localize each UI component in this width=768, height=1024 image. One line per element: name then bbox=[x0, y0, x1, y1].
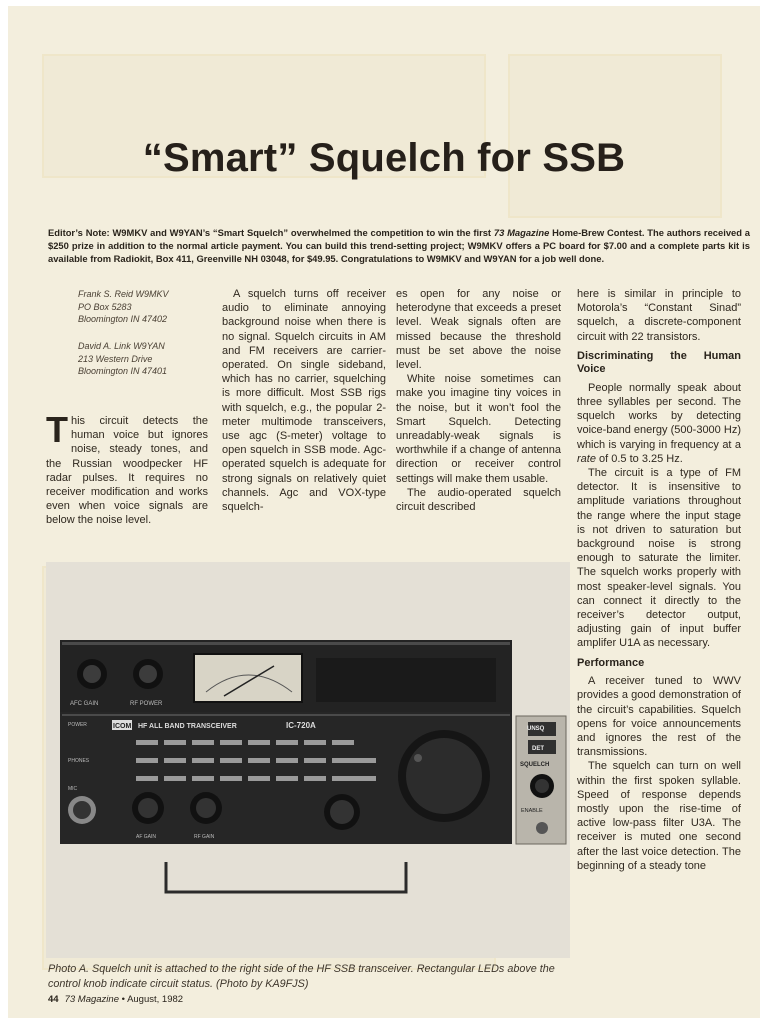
editors-note bbox=[48, 226, 750, 265]
footer-magazine: 73 Magazine bbox=[64, 994, 119, 1005]
author-address-1: Frank S. Reid W9MKV PO Box 5283 Bloomington IN 47402 bbox=[78, 289, 169, 324]
enable-label: ENABLE bbox=[521, 808, 543, 814]
det-label: DET bbox=[532, 746, 544, 752]
article-title: “Smart” Squelch for SSB bbox=[142, 136, 626, 180]
column-1-intro: This circuit detects the human voice but ignores noise, steady tones, and the Russian woodpecker HF radar pulses. It requires no receiver modification and works even when voice signals are below the noise level. bbox=[46, 409, 208, 527]
rig-brand: ICOM bbox=[113, 723, 132, 730]
footer-date: • August, 1982 bbox=[118, 994, 184, 1005]
phones-label: PHONES bbox=[68, 758, 90, 764]
drop-cap: T bbox=[46, 409, 68, 450]
rig-name: HF ALL BAND TRANSCEIVER bbox=[138, 723, 237, 730]
editors-note-text-2: Home-Brew Contest. The authors received a $250 prize in addition to the normal article payment. You can build this trend-setting project; W9MKV offers a PC board for $7.00 and a complete parts kit is available from Radiokit, Box 411, Greenville NH 03048, for $49.95. Congratulations to W9MKV and W9YAN for a job well done. bbox=[48, 227, 751, 264]
column-4: here is similar in principle to Motorola’s “Constant Sinad” squelch, a discrete-component circuit with 22 transistors. Discriminating the Human Voice People normally speak about three syllables per second. The squelch works by detecting voice-band energy (500-3000 Hz) which is varying in frequency at a rate of 0.5 to 3.25 Hz. The circuit is a type of FM detector. It is insensitive to amplitude variations throughout the range where the input stage is not driven to saturation but background noise is strong enough to saturate the limiter. The squelch works properly with most speaker-level signals. You can connect it directly to the receiver’s detector output, adjusting gain of input buffer amplifer U1A as necessary. Performance A receiver tuned to WWV provides a good demonstration of the circuit’s capabilities. Squelch opens for voice announcements and ignores the rest of the transmissions. The squelch can turn on well within the first spoken syllable. Speed of response depends mostly upon the rise-time of active low-pass filter U3A. The receiver is muted one second after the last voice detection. The beginning of a steady tone bbox=[577, 288, 741, 872]
page-footer bbox=[48, 994, 183, 1005]
editors-note-lead: Editor’s Note: bbox=[48, 227, 110, 238]
photo-caption: Photo A. Squelch unit is attached to the right side of the HF SSB transceiver. Rectangular LEDs above the control knob indicate circuit status. (Photo by KA9FJS) bbox=[48, 963, 555, 990]
unsq-label: UNSQ bbox=[527, 726, 545, 732]
squelch-label: SQUELCH bbox=[520, 762, 550, 768]
column-3: es open for any noise or heterodyne that exceeds a preset level. Weak signals often are missed because the threshold must be set above the noise level. White noise sometimes can make you imagine tiny voices in the noise, but it won’t fool the Smart Squelch. Detecting unreadably-weak signals is worthwhile if a change of antenna direction or receiver control settings will make them usable. The audio-operated squelch circuit described bbox=[396, 288, 561, 514]
mic-label: MIC bbox=[68, 786, 78, 792]
column-2: A squelch turns off receiver audio to eliminate annoying background noise when there is no signal. Squelch circuits in AM and FM receivers are carrier-operated. On single sideband, which has no carrier, squelching is more difficult. Most SSB rigs with squelch, e.g., the popular 2-meter multimode transceivers, use agc (S-meter) voltage to open squelch in SSB mode. Agc-operated squelch is adequate for strong signals on relatively quiet channels. Agc and VOX-type squelch- bbox=[222, 288, 386, 514]
power-label: POWER bbox=[68, 722, 87, 728]
page-number: 44 bbox=[48, 994, 59, 1005]
editors-note-text: W9MKV and W9YAN’s “Smart Squelch” overwhelmed the competition to win the first bbox=[109, 227, 494, 238]
af-gain-label: AF GAIN bbox=[136, 834, 157, 840]
rf-power-label: RF POWER bbox=[130, 701, 163, 707]
magazine-name: 73 Magazine bbox=[493, 227, 550, 238]
rig-model: IC-720A bbox=[286, 721, 316, 730]
rf-gain-label: RF GAIN bbox=[194, 834, 215, 840]
magazine-page bbox=[8, 6, 760, 1018]
transceiver-illustration bbox=[46, 562, 570, 958]
author-address-2: David A. Link W9YAN 213 Western Drive Bloomington IN 47401 bbox=[78, 341, 168, 376]
section-heading-performance: Performance bbox=[577, 656, 645, 669]
photo-transceiver bbox=[46, 562, 570, 958]
section-heading-voice: Discriminating the Human Voice bbox=[577, 349, 741, 376]
afc-gain-label: AFC GAIN bbox=[70, 701, 99, 707]
